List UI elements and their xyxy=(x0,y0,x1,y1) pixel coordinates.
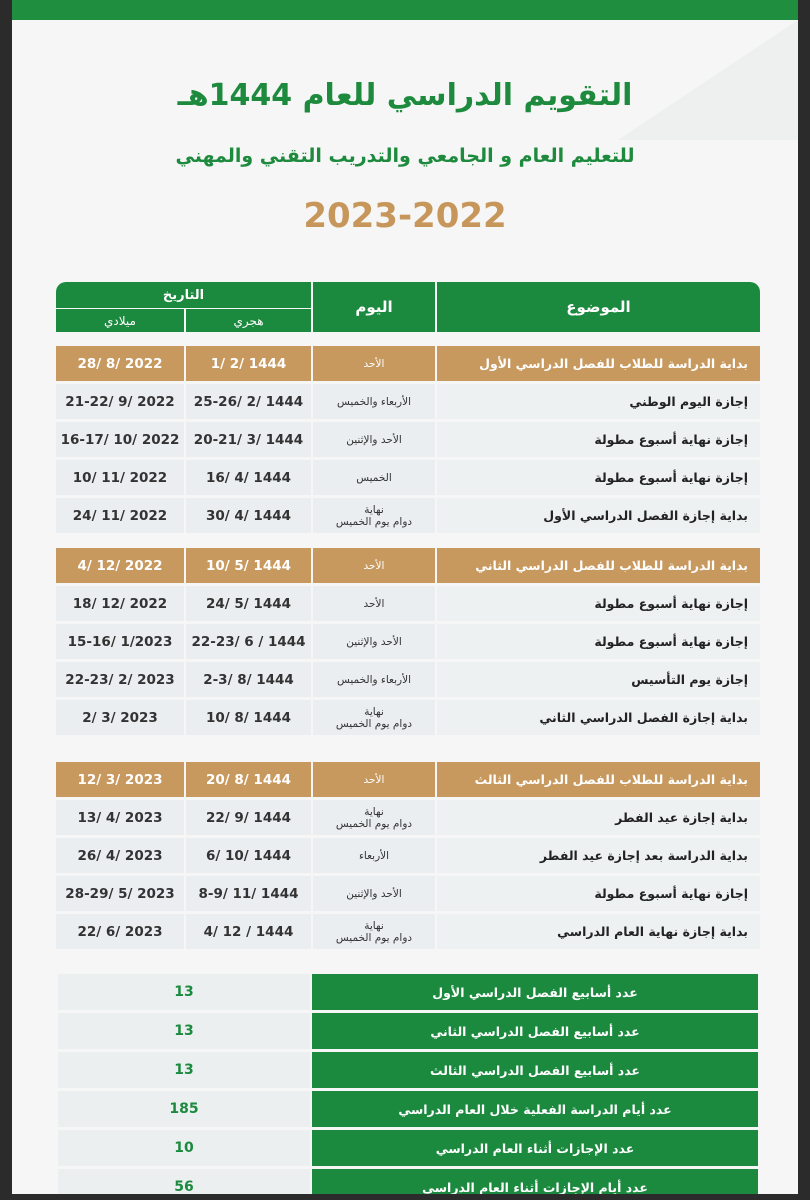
row-hijri-date: 8-9/ 11/ 1444 xyxy=(186,876,311,911)
row-day xyxy=(313,586,435,621)
row-gregorian-date: 21-22/ 9/ 2022 xyxy=(56,384,184,419)
row-day-line: الأربعاء xyxy=(358,849,390,862)
row-day xyxy=(313,460,435,495)
stat-row xyxy=(58,1091,758,1127)
row-topic: إجازة نهاية أسبوع مطولة xyxy=(437,586,760,621)
row-topic: بداية إجازة الفصل الدراسي الثاني xyxy=(437,700,760,735)
calendar-table xyxy=(56,282,760,944)
row-topic: إجازة نهاية أسبوع مطولة xyxy=(437,422,760,457)
row-hijri-date: 20/ 8/ 1444 xyxy=(186,762,311,797)
row-day-line: دوام يوم الخميس xyxy=(335,817,413,830)
row-topic: بداية الدراسة للطلاب للفصل الدراسي الثالث xyxy=(437,762,760,797)
stat-label: عدد أيام الدراسة الفعلية خلال العام الدراسي xyxy=(312,1091,758,1127)
stat-row xyxy=(58,1013,758,1049)
stat-label: عدد أيام الإجازات أثناء العام الدراسي xyxy=(312,1169,758,1194)
row-gregorian-date: 15-16/ 1/2023 xyxy=(56,624,184,659)
row-day-line: دوام يوم الخميس xyxy=(335,515,413,528)
table-row xyxy=(56,762,760,797)
stat-label: عدد أسابيع الفصل الدراسي الثالث xyxy=(312,1052,758,1088)
row-topic: بداية الدراسة للطلاب للفصل الدراسي الأول xyxy=(437,346,760,381)
row-hijri-date: 4/ 12 / 1444 xyxy=(186,914,311,949)
row-hijri-date: 10/ 5/ 1444 xyxy=(186,548,311,583)
row-topic: بداية إجازة عيد الفطر xyxy=(437,800,760,835)
row-gregorian-date: 26/ 4/ 2023 xyxy=(56,838,184,873)
top-green-bar xyxy=(12,0,798,20)
table-row xyxy=(56,800,760,835)
row-hijri-date: 22/ 9/ 1444 xyxy=(186,800,311,835)
row-day-line: دوام يوم الخميس xyxy=(335,931,413,944)
row-hijri-date: 2-3/ 8/ 1444 xyxy=(186,662,311,697)
row-day xyxy=(313,384,435,419)
row-hijri-date: 25-26/ 2/ 1444 xyxy=(186,384,311,419)
row-hijri-date: 20-21/ 3/ 1444 xyxy=(186,422,311,457)
row-day-line: الأربعاء والخميس xyxy=(336,673,412,686)
table-header xyxy=(56,282,760,332)
row-gregorian-date: 2/ 3/ 2023 xyxy=(56,700,184,735)
header-hijri: هجري xyxy=(186,309,311,332)
page-title: التقويم الدراسي للعام 1444هـ xyxy=(177,78,633,113)
row-day xyxy=(313,838,435,873)
table-row xyxy=(56,700,760,735)
row-day-line: نهاية xyxy=(364,805,384,818)
row-topic: إجازة نهاية أسبوع مطولة xyxy=(437,624,760,659)
row-hijri-date: 24/ 5/ 1444 xyxy=(186,586,311,621)
header-topic: الموضوع xyxy=(437,282,760,332)
stat-row xyxy=(58,1052,758,1088)
header-day: اليوم xyxy=(313,282,435,332)
row-hijri-date: 1/ 2/ 1444 xyxy=(186,346,311,381)
stat-value: 56 xyxy=(58,1169,310,1194)
table-row xyxy=(56,876,760,911)
row-day xyxy=(313,762,435,797)
row-gregorian-date: 28-29/ 5/ 2023 xyxy=(56,876,184,911)
row-topic: إجازة اليوم الوطني xyxy=(437,384,760,419)
row-day xyxy=(313,548,435,583)
table-row xyxy=(56,662,760,697)
row-day-line: نهاية xyxy=(364,919,384,932)
stat-value: 13 xyxy=(58,1013,310,1049)
calendar-page xyxy=(12,0,798,1194)
row-hijri-date: 6/ 10/ 1444 xyxy=(186,838,311,873)
row-day-line: الأحد والإثنين xyxy=(346,433,402,446)
row-hijri-date: 10/ 8/ 1444 xyxy=(186,700,311,735)
row-day xyxy=(313,422,435,457)
row-day xyxy=(313,662,435,697)
row-day xyxy=(313,914,435,949)
row-day xyxy=(313,700,435,735)
row-gregorian-date: 10/ 11/ 2022 xyxy=(56,460,184,495)
row-gregorian-date: 12/ 3/ 2023 xyxy=(56,762,184,797)
stat-label: عدد أسابيع الفصل الدراسي الثاني xyxy=(312,1013,758,1049)
table-row xyxy=(56,384,760,419)
stat-value: 13 xyxy=(58,1052,310,1088)
row-day xyxy=(313,498,435,533)
academic-years: 2023-2022 xyxy=(303,196,507,236)
table-row xyxy=(56,624,760,659)
row-gregorian-date: 22/ 6/ 2023 xyxy=(56,914,184,949)
row-gregorian-date: 28/ 8/ 2022 xyxy=(56,346,184,381)
row-day-line: الأحد xyxy=(363,773,385,786)
row-hijri-date: 22-23/ 6 / 1444 xyxy=(186,624,311,659)
row-topic: بداية إجازة نهاية العام الدراسي xyxy=(437,914,760,949)
row-gregorian-date: 16-17/ 10/ 2022 xyxy=(56,422,184,457)
table-row xyxy=(56,498,760,533)
table-row xyxy=(56,548,760,583)
page-subtitle: للتعليم العام و الجامعي والتدريب التقني والمهني xyxy=(175,145,635,167)
row-day-line: الخميس xyxy=(356,471,392,484)
stat-value: 10 xyxy=(58,1130,310,1166)
stat-row xyxy=(58,1130,758,1166)
table-row xyxy=(56,346,760,381)
stat-row xyxy=(58,974,758,1010)
row-day-line: الأحد xyxy=(363,559,385,572)
row-day xyxy=(313,346,435,381)
row-day-line: الأحد xyxy=(363,357,385,370)
row-gregorian-date: 13/ 4/ 2023 xyxy=(56,800,184,835)
row-day-line: الأحد xyxy=(363,597,385,610)
row-topic: إجازة نهاية أسبوع مطولة xyxy=(437,876,760,911)
row-hijri-date: 30/ 4/ 1444 xyxy=(186,498,311,533)
row-topic: بداية إجازة الفصل الدراسي الأول xyxy=(437,498,760,533)
table-row xyxy=(56,460,760,495)
row-day xyxy=(313,800,435,835)
header-gregorian: ميلادي xyxy=(56,309,184,332)
table-row xyxy=(56,838,760,873)
row-gregorian-date: 4/ 12/ 2022 xyxy=(56,548,184,583)
row-day xyxy=(313,624,435,659)
row-day-line: الأحد والإثنين xyxy=(346,635,402,648)
stat-label: عدد أسابيع الفصل الدراسي الأول xyxy=(312,974,758,1010)
table-row xyxy=(56,422,760,457)
row-topic: إجازة نهاية أسبوع مطولة xyxy=(437,460,760,495)
stat-row xyxy=(58,1169,758,1194)
row-day-line: نهاية xyxy=(364,705,384,718)
table-row xyxy=(56,586,760,621)
row-day-line: نهاية xyxy=(364,503,384,516)
table-row xyxy=(56,914,760,949)
header-date: التاريخ xyxy=(56,282,311,308)
row-day xyxy=(313,876,435,911)
row-gregorian-date: 18/ 12/ 2022 xyxy=(56,586,184,621)
row-topic: بداية الدراسة بعد إجازة عيد الفطر xyxy=(437,838,760,873)
row-hijri-date: 16/ 4/ 1444 xyxy=(186,460,311,495)
row-gregorian-date: 24/ 11/ 2022 xyxy=(56,498,184,533)
row-day-line: دوام يوم الخميس xyxy=(335,717,413,730)
row-day-line: الأحد والإثنين xyxy=(346,887,402,900)
stat-label: عدد الإجازات أثناء العام الدراسي xyxy=(312,1130,758,1166)
stat-value: 185 xyxy=(58,1091,310,1127)
row-gregorian-date: 22-23/ 2/ 2023 xyxy=(56,662,184,697)
stat-value: 13 xyxy=(58,974,310,1010)
row-day-line: الأربعاء والخميس xyxy=(336,395,412,408)
row-topic: بداية الدراسة للطلاب للفصل الدراسي الثاني xyxy=(437,548,760,583)
row-topic: إجازة يوم التأسيس xyxy=(437,662,760,697)
